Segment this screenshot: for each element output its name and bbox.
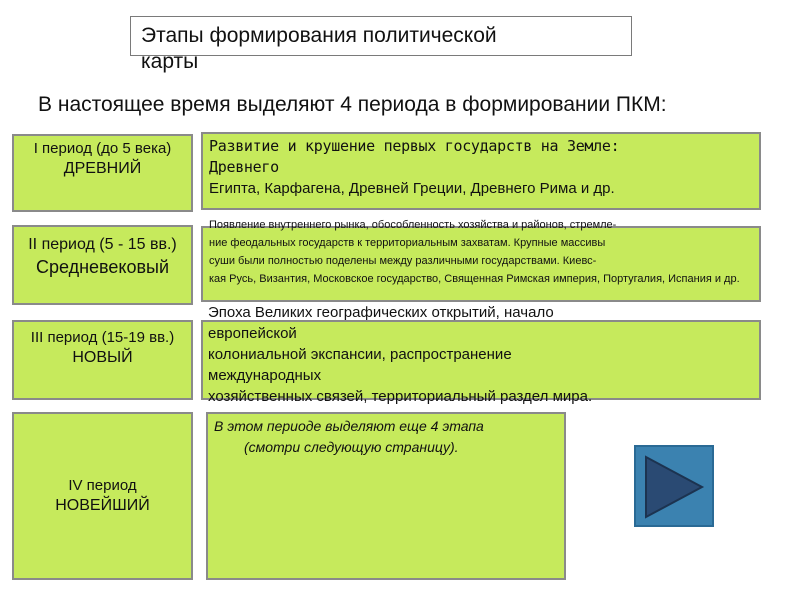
period-1-description bbox=[201, 132, 761, 210]
period-3-desc-line1: Эпоха Великих географических открытий, начало европейской bbox=[208, 304, 554, 342]
slide-title-line2: карты bbox=[141, 50, 199, 73]
period-4-description bbox=[206, 412, 566, 580]
intro-text-content: В настоящее время выделяют 4 периода в формировании ПКМ: bbox=[38, 93, 667, 116]
period-2-desc-line3: суши были полностью поделены между различными государствами. Киевс- bbox=[209, 255, 597, 267]
period-2-label: II период (5 - 15 вв.) bbox=[28, 236, 177, 253]
period-2-desc-line1: Появление внутреннего рынка, обособленность хозяйства и районов, стремле- bbox=[209, 219, 617, 231]
slide-title-box bbox=[130, 16, 632, 73]
next-slide-button[interactable] bbox=[634, 445, 714, 527]
period-3-description bbox=[201, 320, 761, 400]
period-1-desc-line1: Развитие и крушение первых государств на Земле: bbox=[209, 137, 620, 155]
slide-title-line1: Этапы формирования политической bbox=[141, 24, 497, 47]
period-4-box bbox=[12, 412, 193, 580]
period-4-label: IV период bbox=[68, 477, 137, 494]
period-1-label: I период (до 5 века) bbox=[33, 140, 172, 157]
period-3-name: НОВЫЙ bbox=[72, 349, 133, 366]
period-2-box bbox=[12, 225, 193, 305]
period-1-desc-line3: Египта, Карфагена, Древней Греции, Древнего Рима и др. bbox=[209, 180, 615, 197]
period-1-name: ДРЕВНИЙ bbox=[63, 160, 142, 177]
period-3-desc-line3: хозяйственных связей, территориальный раздел мира. bbox=[208, 388, 593, 405]
play-triangle-icon bbox=[636, 447, 712, 525]
period-3-desc-line2: колониальной экспансии, распространение международных bbox=[208, 346, 512, 384]
period-3-box bbox=[12, 320, 193, 400]
period-1-desc-line2: Древнего bbox=[209, 158, 279, 176]
intro-text bbox=[38, 92, 788, 126]
period-4-name: НОВЕЙШИЙ bbox=[55, 497, 150, 514]
period-4-desc-line2: (смотри следующую страницу). bbox=[244, 439, 459, 455]
period-1-box bbox=[12, 134, 193, 212]
period-2-desc-line2: ние феодальных государств к территориальным захватам. Крупные массивы bbox=[209, 237, 606, 249]
period-2-desc-line4: кая Русь, Византия, Московское государство, Священная Римская империя, Португалия, Испания и др. bbox=[209, 273, 740, 285]
period-4-desc-line1: В этом периоде выделяют еще 4 этапа bbox=[214, 418, 484, 434]
period-3-label: III период (15-19 вв.) bbox=[30, 329, 175, 346]
period-2-description bbox=[201, 219, 761, 302]
period-2-name: Средневековый bbox=[35, 257, 170, 277]
